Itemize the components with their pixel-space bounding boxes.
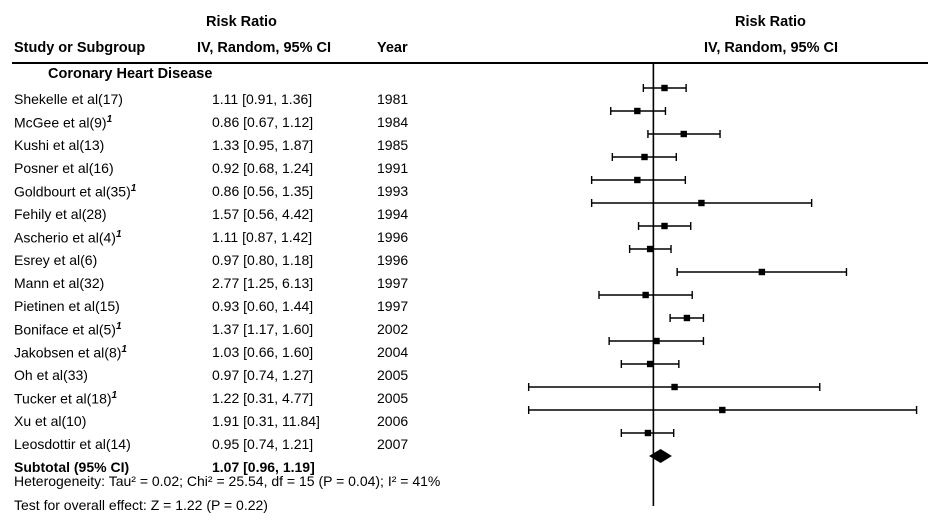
plot-column-title: Risk Ratio	[735, 14, 806, 30]
effect-estimate: 1.57 [0.56, 4.42]	[212, 206, 314, 222]
study-label: Pietinen et al(15)	[14, 298, 120, 314]
study-label: Posner et al(16)	[14, 160, 114, 176]
year-value: 2004	[377, 344, 409, 360]
effect-estimate: 1.33 [0.95, 1.87]	[212, 137, 314, 153]
study-label: Oh et al(33)	[14, 367, 88, 383]
overall-effect-stats: Test for overall effect: Z = 1.22 (P = 0.22)	[14, 497, 268, 513]
year-value: 1981	[377, 91, 409, 107]
study-label: Leosdottir et al(14)	[14, 436, 131, 452]
plot-column-subtitle: IV, Random, 95% CI	[704, 40, 839, 56]
study-label: Fehily et al(28)	[14, 206, 107, 222]
study-marker	[529, 383, 820, 391]
study-label: Shekelle et al(17)	[14, 91, 123, 107]
year-value: 1996	[377, 252, 409, 268]
study-label: Boniface et $al(5)^1$	[14, 321, 122, 338]
study-marker	[677, 268, 846, 276]
study-marker	[621, 429, 673, 437]
study-marker	[609, 337, 703, 345]
study-label: McGee et $al(9)^1$	[14, 114, 113, 131]
heterogeneity-stats: Heterogeneity: Tau² = 0.02; Chi² = 25.54, df = 15 (P = 0.04); I² = 41%	[14, 473, 441, 489]
study-marker	[643, 84, 686, 92]
effect-estimate: 0.93 [0.60, 1.44]	[212, 298, 314, 314]
study-marker	[592, 176, 686, 184]
subgroup-title: Coronary Heart Disease	[48, 66, 213, 82]
footnote-marker: 1	[130, 183, 137, 194]
footnote-marker: 1	[121, 344, 127, 355]
effect-estimate: 1.03 [0.66, 1.60]	[212, 344, 314, 360]
footnote-marker: 1	[106, 114, 113, 125]
study-label: Subtotal (95% CI)	[14, 459, 130, 475]
year-value: 1991	[377, 160, 409, 176]
year-value: 2002	[377, 321, 409, 337]
study-marker	[611, 107, 666, 115]
year-value: 1997	[377, 298, 409, 314]
study-marker	[670, 314, 703, 322]
study-label: Esrey et al(6)	[14, 252, 98, 268]
year-value: 1985	[377, 137, 409, 153]
year-value: 1994	[377, 206, 409, 222]
study-label: Tucker et $al(18)^1$	[14, 390, 118, 407]
study-marker	[630, 245, 671, 253]
study-marker	[612, 153, 676, 161]
study-marker	[639, 222, 691, 230]
study-marker	[621, 360, 679, 368]
effect-estimate: 1.22 [0.31, 4.77]	[212, 390, 314, 406]
footnote-marker: 1	[115, 321, 122, 332]
forest-plot-area	[470, 60, 928, 508]
study-marker	[529, 406, 917, 414]
effect-estimate: 1.11 [0.91, 1.36]	[212, 91, 313, 107]
effect-estimate: 1.11 [0.87, 1.42]	[212, 229, 313, 245]
year-value: 1993	[377, 183, 409, 199]
effect-estimate: 1.91 [0.31, 11.84]	[212, 413, 320, 429]
year-value: 1997	[377, 275, 409, 291]
year-value: 2006	[377, 413, 409, 429]
effect-estimate: 0.95 [0.74, 1.21]	[212, 436, 314, 452]
study-label: Ascherio et $al(4)^1$	[14, 229, 122, 246]
year-value: 2005	[377, 390, 409, 406]
study-column-header: Study or Subgroup	[14, 40, 146, 56]
effect-estimate: 0.97 [0.80, 1.18]	[212, 252, 314, 268]
study-marker	[648, 130, 720, 138]
year-value: 1996	[377, 229, 409, 245]
year-value: 1984	[377, 114, 409, 130]
effect-estimate: 0.86 [0.67, 1.12]	[212, 114, 314, 130]
summary-diamond	[649, 449, 672, 463]
effect-estimate: 1.07 [0.96, 1.19]	[212, 459, 315, 475]
year-value: 2005	[377, 367, 409, 383]
effect-estimate: 0.97 [0.74, 1.27]	[212, 367, 314, 383]
effect-estimate: 0.86 [0.56, 1.35]	[212, 183, 314, 199]
footnote-marker: 1	[115, 229, 122, 240]
effect-estimate: 0.92 [0.68, 1.24]	[212, 160, 314, 176]
study-label: Goldbourt et $al(35)^1$	[14, 183, 137, 200]
effect-estimate: 2.77 [1.25, 6.13]	[212, 275, 314, 291]
study-marker	[599, 291, 692, 299]
left-column-title: Risk Ratio	[206, 14, 277, 30]
study-label: Kushi et al(13)	[14, 137, 105, 153]
left-column-subtitle: IV, Random, 95% CI	[197, 40, 332, 56]
year-column-header: Year	[377, 40, 408, 56]
study-label: Xu et al(10)	[14, 413, 87, 429]
study-marker	[592, 199, 812, 207]
study-label: Jakobsen et $al(8)^1$	[14, 344, 127, 361]
study-label: Mann et al(32)	[14, 275, 105, 291]
effect-estimate: 1.37 [1.17, 1.60]	[212, 321, 314, 337]
year-value: 2007	[377, 436, 409, 452]
footnote-marker: 1	[111, 390, 118, 401]
